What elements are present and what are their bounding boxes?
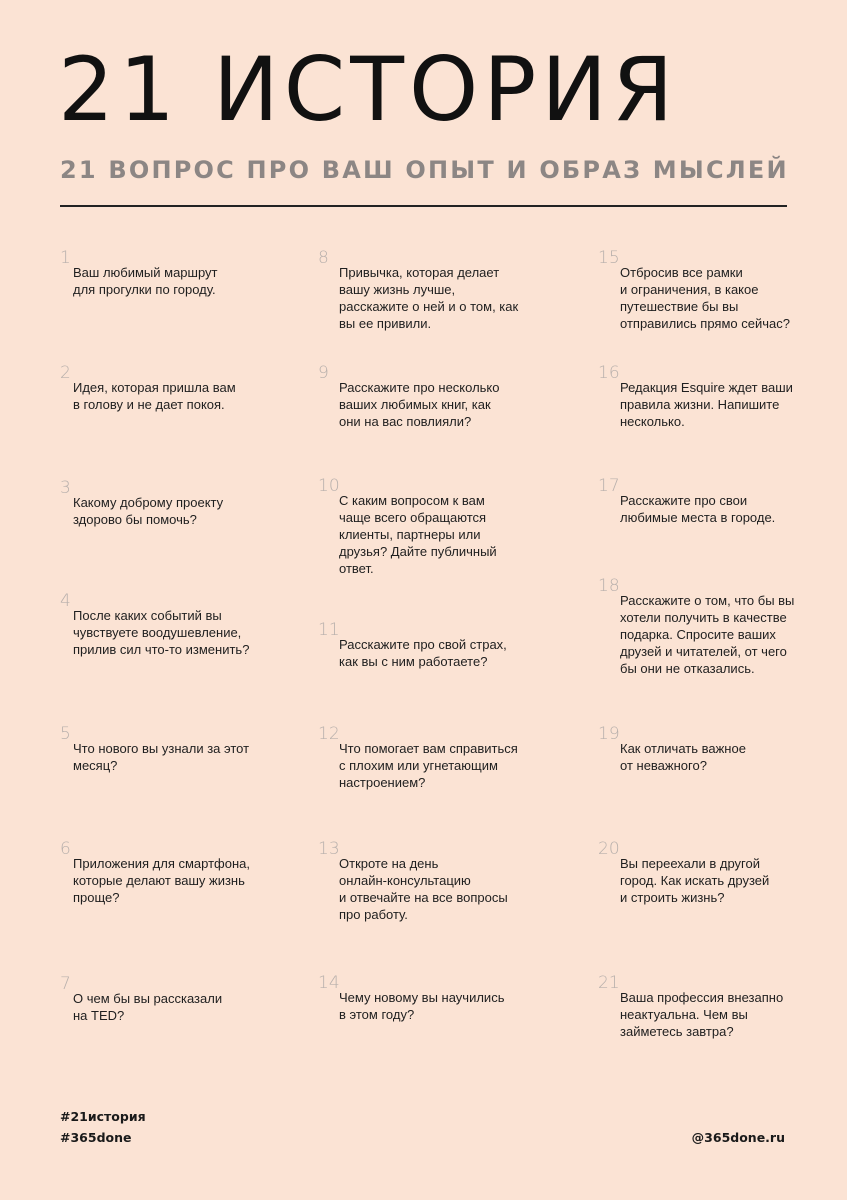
question-text: Расскажите про свой страх, как вы с ним работаете? xyxy=(339,637,507,669)
header-divider xyxy=(60,205,787,207)
question-number: 16 xyxy=(598,363,620,383)
question-number: 10 xyxy=(318,476,340,496)
question-text: Редакция Esquire ждет ваши правила жизни. Напишите несколько. xyxy=(620,380,793,429)
question-number: 4 xyxy=(60,591,71,611)
question-text: Что помогает вам справиться с плохим или угнетающим настроением? xyxy=(339,741,518,790)
question-text: Расскажите про несколько ваших любимых книг, как они на вас повлияли? xyxy=(339,380,500,429)
page-subtitle: 21 ВОПРОС ПРО ВАШ ОПЫТ И ОБРАЗ МЫСЛЕЙ xyxy=(60,156,789,184)
question-number: 7 xyxy=(60,974,71,994)
question-text: Откроте на день онлайн-консультацию и отвечайте на все вопросы про работу. xyxy=(339,856,508,922)
question-text: Отбросив все рамки и ограничения, в какое путешествие бы вы отправились прямо сейчас? xyxy=(620,265,790,331)
question-text: После каких событий вы чувствуете воодушевление, прилив сил что-то изменить? xyxy=(73,608,250,657)
question-text: Привычка, которая делает вашу жизнь лучше, расскажите о ней и о том, как вы ее привили. xyxy=(339,265,519,331)
question-number: 1 xyxy=(60,248,71,268)
question-text: Какому доброму проекту здорово бы помочь? xyxy=(73,495,224,527)
question-number: 17 xyxy=(598,476,620,496)
question-text: Идея, которая пришла вам в голову и не дает покоя. xyxy=(73,380,236,412)
question-number: 19 xyxy=(598,724,620,744)
question-number: 6 xyxy=(60,839,71,859)
question-number: 2 xyxy=(60,363,71,383)
question-number: 5 xyxy=(60,724,71,744)
question-number: 18 xyxy=(598,576,620,596)
footer-hashtags xyxy=(60,1106,146,1148)
page-title: 21 ИСТОРИЯ xyxy=(58,38,679,141)
question-number: 15 xyxy=(598,248,620,268)
question-text: Ваша профессия внезапно неактуальна. Чем вы займетесь завтра? xyxy=(620,990,784,1039)
question-text: Как отличать важное от неважного? xyxy=(620,741,746,773)
question-text: Ваш любимый маршрут для прогулки по городу. xyxy=(73,265,218,297)
footer-site: @365done.ru xyxy=(691,1130,785,1145)
hashtag-365done: #365done xyxy=(60,1130,132,1145)
question-number: 8 xyxy=(318,248,329,268)
question-text: Вы переехали в другой город. Как искать друзей и строить жизнь? xyxy=(620,856,770,905)
question-number: 13 xyxy=(318,839,340,859)
question-number: 21 xyxy=(598,973,620,993)
question-number: 12 xyxy=(318,724,340,744)
question-number: 14 xyxy=(318,973,340,993)
question-number: 20 xyxy=(598,839,620,859)
question-text: Приложения для смартфона, которые делают вашу жизнь проще? xyxy=(73,856,251,905)
question-number: 11 xyxy=(318,620,340,640)
question-number: 9 xyxy=(318,363,329,383)
question-text: Расскажите о том, что бы вы хотели получить в качестве подарка. Спросите ваших друзей и читателей, от чего бы они не отказались. xyxy=(620,593,795,676)
question-text: Расскажите про свои любимые места в городе. xyxy=(620,493,776,525)
hashtag-21istoriya: #21история xyxy=(60,1109,146,1124)
question-text: О чем бы вы рассказали на TED? xyxy=(73,991,223,1023)
question-text: Что нового вы узнали за этот месяц? xyxy=(73,741,250,773)
question-text: С каким вопросом к вам чаще всего обращаются клиенты, партнеры или друзья? Дайте публичный ответ. xyxy=(339,493,497,576)
question-number: 3 xyxy=(60,478,71,498)
question-text: Чему новому вы научились в этом году? xyxy=(339,990,505,1022)
